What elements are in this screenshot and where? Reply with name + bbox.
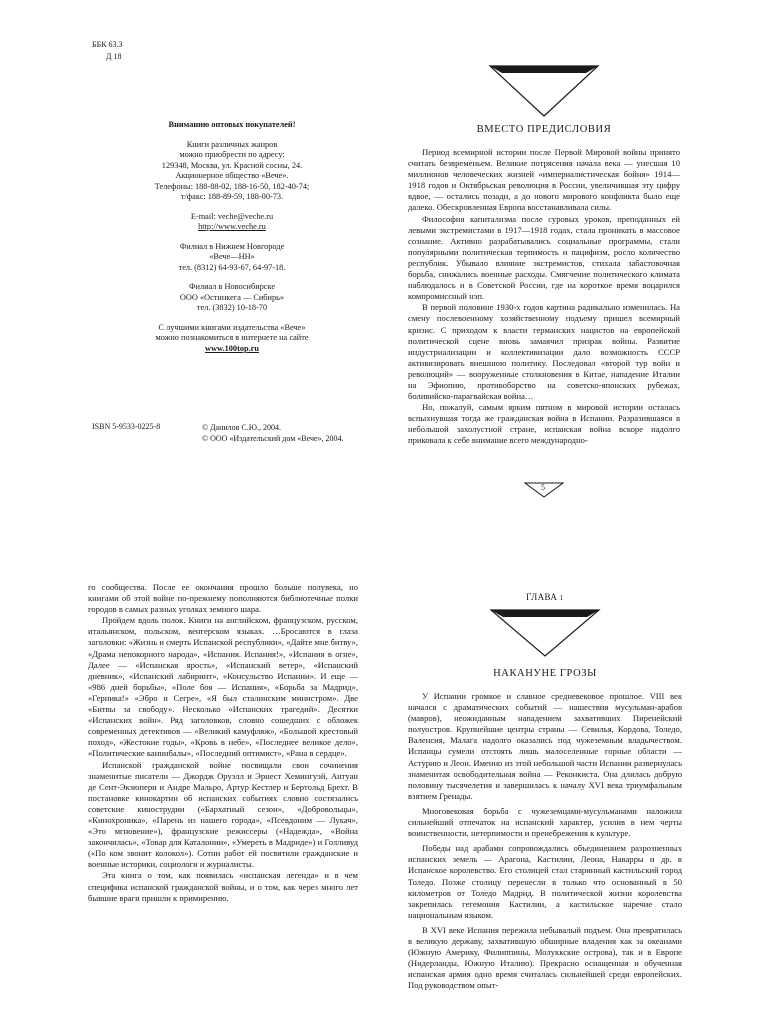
- chapter-label: ГЛАВА 1: [526, 592, 564, 602]
- paragraph: Победы над арабами сопровождались объединением разрозненных испанских земель — Арагона, Кастилии, Леона, Наварры и др. в Испанское королевство. Его столицей стал старинный кастильский город Толедо. Позже столицу перенесли в только что основанный в 50 километров от Толедо Мадрид. В политической жизни королевства закрепилась гегемония Кастилии, а кастильское наречие стало национальным языком.: [408, 843, 682, 920]
- branch-line: Филиал в Нижнем Новгороде: [179, 241, 285, 251]
- address-line: можно приобрести по адресу:: [179, 150, 285, 159]
- email-link[interactable]: E-mail: veche@veche.ru: [190, 211, 274, 221]
- isbn: ISBN 5-9533-0225-8: [92, 422, 161, 431]
- branch-line: Филиал в Новосибирске: [188, 282, 275, 291]
- paragraph: Философия капитализма после суровых уроков, преподанных ей левыми экстремистами в 1917—1918 годах, стала проникать в массовое сознание. Активно разрабатывались социальные программы, стали популярными политическая терпимость и пацифизм, росло количество республик. Убывало влияние экстремистов, стихала забастовочная борьба, снижались военные расходы. Смягчение политического климата наблюдалось и в Советской России, где на короткое время воцарился компромиссный нэп.: [408, 213, 680, 302]
- paragraph: Многовековая борьба с чужеземцами-мусульманами наложила сильнейший отпечаток на испанский характер, усилив в нем черты воинственности, нетерпимости и пренебрежения к культуре.: [408, 805, 682, 839]
- chapter-page: [408, 592, 682, 1024]
- page-number: 5: [541, 483, 545, 492]
- bbk-code: ББК 63.3: [92, 40, 123, 49]
- paragraph: Пройдем вдоль полок. Книги на английском, французском, русском, итальянском, польском, венгерском языках. …Бросаются в глаза заголовки: «Жизнь и смерть Испанской республики», «Дайте мне битву», «Драма непокорного народа», «Испания. Испания!», «Испания в огне», Далее — «Испанская ярость», «Испанский ветер», «Испанский дневник», «Испанский лабиринт», «Консульство Испании». И еще — «986 дней борьбы», «Поле боя — Испания», «Борьба за Мадрид», «Герника!» «Эбро и Сегре», «Я был сталинским министром». Две «Битвы за свободу». Несколько «Испанских трагедий». Десятки «Испанских войн». Ряд заголовков, словно сошедших с обложек современных детективов — «Великий камуфляж», «Большой крестовый поход», «Жестокие годы», «Кровь в небе», «Последнее великое дело», «Политические каннибалы», «Последний оптимист», «Рана в сердце».: [88, 615, 358, 759]
- paragraph: Но, пожалуй, самым ярким пятном в мировой истории осталась вспыхнувшая тогда же гражданская война в Испании. Разразившаяся в небольшой захолустной стране, испанская война вскоре надолго приковала к себе внимание всего международно-: [408, 402, 680, 446]
- branch-line: «Вече—НН»: [209, 252, 255, 261]
- author-code: Д 18: [106, 52, 122, 61]
- promo-line: С лучшими книгами издательства «Вече»: [158, 322, 306, 332]
- branch-line: ООО «Остинкега — Сибирь»: [179, 292, 285, 302]
- address-line: т/факс: 188-89-59, 188-00-73.: [180, 192, 284, 201]
- paragraph: го сообщества. После ее окончания прошло больше полувека, но книгами об этой войне по-прежнему пополняются библиотечные полки городов в самых разных уголках земного шара.: [88, 582, 358, 615]
- promo-website-link[interactable]: www.100top.ru: [205, 343, 259, 353]
- ornament-triangle-icon: [489, 608, 601, 658]
- paragraph: В XVI веке Испания пережила небывалый подъем. Она превратилась в великую державу, захватившую обширные владения как за океанами (Южную Америку, Филиппины, Молуккские острова), так и в Европе (Нидерланды, Южную Италию). Прекрасно оснащенная и обученная испанская армия одно время считалась сильнейшей среди европейских. Под руководством опыт-: [408, 924, 682, 991]
- branch-line: тел. (3832) 10-18-70: [196, 303, 268, 312]
- address-line: Телефоны: 188-88-02, 188-16-50, 182-40-74;: [154, 181, 310, 191]
- continuation-page: [88, 582, 358, 1002]
- paragraph: Испанской гражданской войне посвящали свои сочинения знаменитые писатели — Джордж Оруэлл и Эрнест Хемингуэй, Антуан де Сент-Экзюпери и Андре Мальро, Артур Кестлер и Бертольд Брехт. В постановке кинокартин об испанских событиях словно состязались советские кинострудии («Бархатный сезон», «Добровольцы», «Кинохроника», «Парень из нашего города», «Псевдоним — Лукач», «Это мгновение»), французские режиссеры («Надежда», «Война закончилась», «Товар для Каталонии», «Умереть в Мадриде») и Голливуд («По ком звонит колокол»). Сотни работ ей посвятили гражданские и военные историки, социологи и журналисты.: [88, 759, 358, 870]
- chapter-heading: НАКАНУНЕ ГРОЗЫ: [493, 668, 597, 679]
- section-heading: ВМЕСТО ПРЕДИСЛОВИЯ: [476, 124, 612, 135]
- paragraph: В первой половине 1930-х годов картина радикально изменилась. На смену послевоенному хозяйственному подъему пришел всемирный кризис. С приходом к власти германских нацистов на европейской политической сцене вновь замаячил призрак войны. Развитие индустриализации и коллективизации дало возможность СССР активизировать внешнюю политику. Последовал «второй тур войн и революций» — вооруженные столкновения в Китае, нападение Италии на Эфиопию, противоборство на советско-японских рубежах, боливийско-парагвайская война…: [408, 302, 680, 402]
- paragraph: Эта книга о том, как появилась «испанская легенда» и в чем специфика испанской гражданской войны, и о том, как через много лет бывшие враги пришли к примирению.: [88, 870, 358, 903]
- address-line: Книги различных жанров: [186, 139, 278, 149]
- notice-title: Вниманию оптовых покупателей!: [168, 120, 296, 129]
- address-line: 129348, Москва, ул. Красной сосны, 24.: [161, 160, 303, 170]
- paragraph: Период всемирной истории после Первой Мировой войны принято считать безвременьем. Великие потрясения начала века — унесшая 10 миллионов человеческих жизней «империалистическая бойня» 1914—1918 годов и Октябрьская революция в России, увеличившая эту цифру вдвое, — остались позади, а до нового мирового конфликта было еще далеко. Обескровленная Европа восстанавливала силы.: [408, 147, 680, 213]
- imprint-page: [86, 38, 378, 478]
- ornament-triangle-icon: [488, 64, 600, 118]
- chapter-number: 1: [559, 594, 564, 602]
- copyright-line: © Данилов С.Ю., 2004.: [202, 423, 281, 432]
- promo-line: можно познакомиться в интернете на сайте: [155, 333, 309, 342]
- address-line: Акционерное общество «Вече».: [175, 171, 289, 180]
- copyright-line: © ООО «Издательский дом «Вече», 2004.: [202, 434, 344, 443]
- branch-line: тел. (8312) 64-93-67, 64-97-18.: [178, 262, 286, 272]
- website-link[interactable]: http://www.veche.ru: [198, 222, 266, 231]
- foreword-page: [408, 60, 680, 498]
- paragraph: У Испании громкое и славное средневековое прошлое. VIII век начался с драматических событий — нашествия мусульман-арабов (мавров), неожиданным нападением захвативших Пиренейский полуостров. Крупнейшие центры страны — Севилья, Кордова, Толедо, Валенсия, Малага надолго оказались под чужеземным владычеством. Испанцы сумели отстоять лишь малоселенные горные области — Астурию и Леон. Именно из этой небольшой части Испании развернулась знаменитая освободительная война — Реконкиста. Она длилась добрую половину тысячелетия и завершилась к началу XVI века триумфальным взятием Гренады.: [408, 691, 682, 801]
